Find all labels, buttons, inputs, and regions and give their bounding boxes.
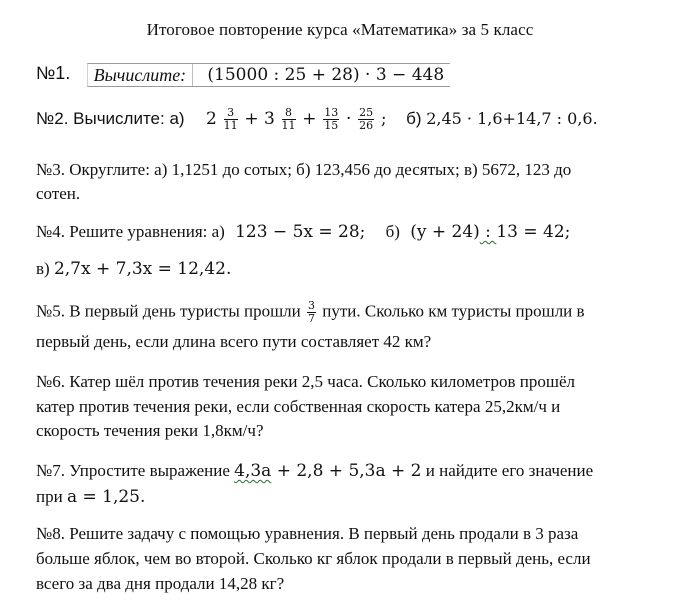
fraction-8-11: $\frac{8}{11}$ [281,106,296,132]
semicolon: ; [380,108,387,129]
fraction-3-11: $\frac{3}{11}$ [223,106,238,132]
problem-2-b-expression: 2,45 · 1,6+14,7 : 0,6. [426,108,598,128]
problem-8-line-2: больше яблок, чем во второй. Сколько кг яблок продали в первый день, если [36,549,591,568]
problem-5-text-start: №5. В первый день туристы прошли [36,301,301,321]
problem-8-line-3: всего за два дня продали 14,28 кг? [36,574,285,593]
fraction-13-15: $\frac{13}{15}$ [324,106,339,132]
problem-7-text-end: и найдите его значение [425,461,594,480]
problem-1-instruction: Вычислите: [94,64,194,86]
problem-8-line-1: №8. Решите задачу с помощью уравнения. В первый день продали в 3 раза [36,524,579,543]
expression-marked-term: 4,3a [234,461,272,481]
problem-7-line-2 [36,487,145,507]
problem-1-number: №1. [36,63,71,83]
variable-value: a = 1,25. [66,487,146,507]
plus-sign: + [302,108,317,129]
equation-a: 123 − 5x = 28; [235,222,366,242]
problem-4-c-label: в) [36,259,50,278]
problem-2-label: №2. Вычислите: а) [36,108,185,128]
problem-2 [36,107,598,132]
problem-7-text-start: №7. Упростите выражение [36,461,230,480]
problem-6-line-2: катер против течения реки, если собственная скорость катера 25,2км/ч и [36,397,561,416]
equation-b-right: 13 = 42; [496,222,571,242]
problem-4 [36,222,570,242]
problem-6-line-3: скорость течения реки 1,8км/ч? [36,421,264,440]
multiply-dot: · [346,108,352,129]
problem-3-line-1: №3. Округлите: а) 1,1251 до сотых; б) 123,456 до десятых; в) 5672, 123 до [36,160,572,179]
equation-b-left: (y + 24) [410,222,480,242]
problem-4-label: №4. Решите уравнения: а) [36,222,225,241]
fraction-25-26: $\frac{25}{26}$ [359,106,374,132]
problem-5-line-1 [36,300,585,325]
problem-2-b-label: б) [406,108,422,128]
problem-1-box [87,63,451,87]
plus-3: + 3 [244,108,275,129]
problem-6-line-1: №6. Катер шёл против течения реки 2,5 часа. Сколько километров прошёл [36,372,576,391]
problem-7-line-1 [36,461,593,481]
problem-4-b-label: б) [385,222,400,241]
problem-7-line-2-start: при [36,487,63,506]
problem-5-line-2: первый день, если длина всего пути составляет 42 км? [36,332,432,351]
problem-1-expression: (15000 : 25 + 28) · 3 − 448 [207,65,445,86]
problem-3-line-2: сотен. [36,184,81,203]
fraction-3-7: $\frac{3}{7}$ [308,299,316,325]
equation-b-operator: : [479,222,497,242]
problem-4-c [36,259,231,279]
equation-c: 2,7x + 7,3x = 12,42. [53,259,232,279]
mixed-number-whole-1: 2 [206,108,217,129]
problem-1 [36,63,450,87]
expression-rest: + 2,8 + 5,3a + 2 [271,461,422,481]
problem-5-text-end: пути. Сколько км туристы прошли в [322,301,585,321]
page-title: Итоговое повторение курса «Математика» за 5 класс [146,20,534,39]
